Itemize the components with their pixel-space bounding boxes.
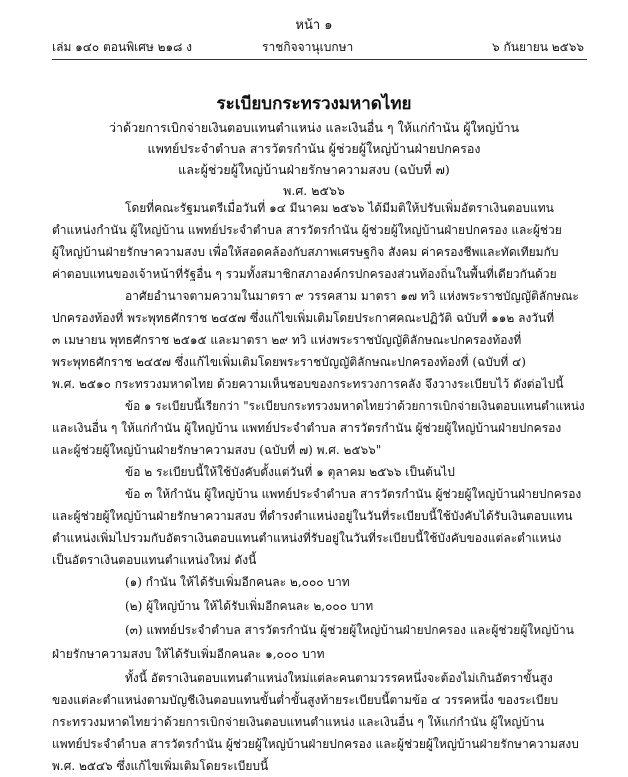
regulation-subtitle-line: และผู้ช่วยผู้ใหญ่บ้านฝ่ายรักษาความสงบ (ฉบับที่ ๗) (178, 162, 450, 177)
body-text-line: ข้อ ๒ ระเบียบนี้ให้ใช้บังคับตั้งแต่วันที่ ๑ ตุลาคม ๒๕๖๖ เป็นต้นไป (125, 465, 455, 479)
publication-date: ๖ กันยายน ๒๕๖๖ (492, 40, 584, 54)
body-text-line: ตำแหน่งกำนัน ผู้ใหญ่บ้าน แพทย์ประจำตำบล สารวัตรกำนัน ผู้ช่วยผู้ใหญ่บ้านฝ่ายปกครอง และผู้ช่วย (52, 223, 562, 237)
regulation-year: พ.ศ. ๒๕๖๖ (283, 183, 345, 198)
gazette-name: ราชกิจจานุเบกษา (262, 40, 354, 54)
body-text-line: ปกครองท้องที่ พระพุทธศักราช ๒๔๕๗ ซึ่งแก้ไขเพิ่มเติมโดยประกาศคณะปฏิวัติ ฉบับที่ ๑๑๒ ลงวันที่ (52, 311, 555, 325)
body-text-line: ทั้งนี้ อัตราเงินตอบแทนตำแหน่งใหม่แต่ละคนตามวรรคหนึ่งจะต้องไม่เกินอัตราขั้นสูง (125, 671, 553, 685)
body-text-line: ค่าตอบแทนของเจ้าหน้าที่รัฐอื่น ๆ รวมทั้งสมาชิกสภาองค์กรปกครองส่วนท้องถิ่นในพื้นที่เดียวกันด้วย (52, 267, 557, 281)
body-text-line: แพทย์ประจำตำบล สารวัตรกำนัน ผู้ช่วยผู้ใหญ่บ้านฝ่ายปกครอง และผู้ช่วยผู้ใหญ่บ้านฝ่ายรักษาความสงบ (52, 737, 579, 751)
body-text-line: อาศัยอำนาจตามความในมาตรา ๙ วรรคสาม มาตรา ๑๗ ทวิ แห่งพระราชบัญญัติลักษณะ (125, 289, 579, 303)
body-text-line: และเงินอื่น ๆ ให้แก่กำนัน ผู้ใหญ่บ้าน แพทย์ประจำตำบล สารวัตรกำนัน ผู้ช่วยผู้ใหญ่บ้านฝ่ายปกครอง (52, 421, 562, 435)
header-divider (52, 59, 587, 60)
body-text-line: ฝ่ายรักษาความสงบ ให้ได้รับเพิ่มอีกคนละ ๑,๐๐๐ บาท (52, 647, 325, 661)
regulation-subtitle-line: ว่าด้วยการเบิกจ่ายเงินตอบแทนตำแหน่ง และเงินอื่น ๆ ให้แก่กำนัน ผู้ใหญ่บ้าน (108, 120, 520, 135)
regulation-title: ระเบียบกระทรวงมหาดไทย (216, 94, 412, 114)
regulation-subtitle-line: แพทย์ประจำตำบล สารวัตรกำนัน ผู้ช่วยผู้ใหญ่บ้านฝ่ายปกครอง (147, 141, 481, 156)
body-text-line: กระทรวงมหาดไทยว่าด้วยการเบิกจ่ายเงินตอบแทนตำแหน่ง และเงินอื่น ๆ ให้แก่กำนัน ผู้ใหญ่บ้าน (52, 715, 545, 729)
body-text-line: (๑) กำนัน ให้ได้รับเพิ่มอีกคนละ ๒,๐๐๐ บาท (125, 575, 350, 589)
body-text-line: เป็นอัตราเงินตอบแทนตำแหน่งใหม่ ดังนี้ (52, 553, 257, 567)
body-text-line: และผู้ช่วยผู้ใหญ่บ้านฝ่ายรักษาความสงบ ที่ดำรงตำแหน่งอยู่ในวันที่ระเบียบนี้ใช้บังคับได้รับเงินตอบแทน (52, 509, 573, 523)
body-text-line: (๓) แพทย์ประจำตำบล สารวัตรกำนัน ผู้ช่วยผู้ใหญ่บ้านฝ่ายปกครอง และผู้ช่วยผู้ใหญ่บ้าน (125, 623, 574, 637)
volume-info: เล่ม ๑๔๐ ตอนพิเศษ ๒๑๘ ง (52, 40, 193, 54)
body-text-line: ๓ เมษายน พุทธศักราช ๒๕๑๕ และมาตรา ๒๙ ทวิ แห่งพระราชบัญญัติลักษณะปกครองท้องที่ (52, 333, 522, 347)
body-text-line: ข้อ ๓ ให้กำนัน ผู้ใหญ่บ้าน แพทย์ประจำตำบล สารวัตรกำนัน ผู้ช่วยผู้ใหญ่บ้านฝ่ายปกครอง (125, 487, 582, 501)
body-text-line: (๒) ผู้ใหญ่บ้าน ให้ได้รับเพิ่มอีกคนละ ๒,๐๐๐ บาท (125, 599, 374, 613)
body-text-line: ตำแหน่งเพิ่มไปรวมกับอัตราเงินตอบแทนตำแหน่งที่รับอยู่ในวันที่ระเบียบนี้ใช้บังคับของแต่ละตำแหน่ง (52, 531, 562, 545)
body-text-line: ของแต่ละตำแหน่งตามบัญชีเงินตอบแทนขั้นต่ำขั้นสูงท้ายระเบียบนี้ตามข้อ ๔ วรรคหนึ่ง ของระเบียบ (52, 693, 559, 707)
body-text-line: และผู้ช่วยผู้ใหญ่บ้านฝ่ายรักษาความสงบ (ฉบับที่ ๗) พ.ศ. ๒๕๖๖" (52, 443, 382, 457)
body-text-line: โดยที่คณะรัฐมนตรีเมื่อวันที่ ๑๔ มีนาคม ๒๕๖๖ ได้มีมติให้ปรับเพิ่มอัตราเงินตอบแทน (125, 201, 554, 215)
body-text-line: ผู้ใหญ่บ้านฝ่ายรักษาความสงบ เพื่อให้สอดคล้องกับสภาพเศรษฐกิจ สังคม ค่าครองชีพและทัดเทียมกับ (52, 245, 559, 259)
page-number: หน้า ๑ (295, 18, 333, 33)
body-text-line: ข้อ ๑ ระเบียบนี้เรียกว่า "ระเบียบกระทรวงมหาดไทยว่าด้วยการเบิกจ่ายเงินตอบแทนตำแหน่ง (125, 399, 585, 413)
body-text-line: พ.ศ. ๒๕๔๖ ซึ่งแก้ไขเพิ่มเติมโดยระเบียบนี้ (52, 759, 269, 773)
body-text-line: พระพุทธศักราช ๒๔๕๗ ซึ่งแก้ไขเพิ่มเติมโดยพระราชบัญญัติลักษณะปกครองท้องที่ (ฉบับที่ ๔) (52, 355, 526, 369)
body-text-line: พ.ศ. ๒๕๑๐ กระทรวงมหาดไทย ด้วยความเห็นชอบของกระทรวงการคลัง จึงวางระเบียบไว้ ดังต่อไปนี้ (52, 377, 564, 391)
